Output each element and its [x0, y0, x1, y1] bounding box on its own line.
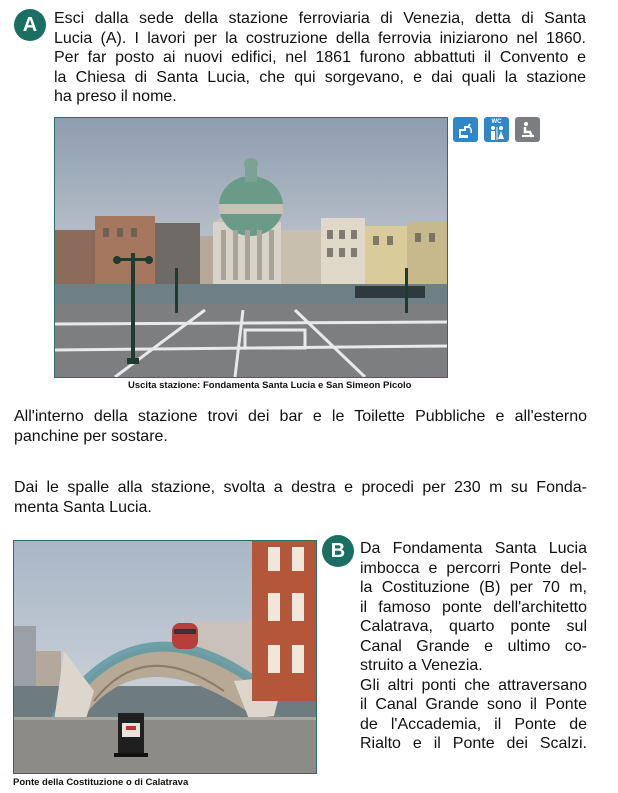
text-line: Rialto e il Ponte dei Scalzi. — [360, 735, 587, 752]
interior-text — [14, 407, 587, 446]
wc-label: WC — [491, 119, 502, 125]
direction-text — [14, 478, 587, 517]
text-line: menta Santa Lucia. — [14, 498, 152, 516]
text-line: il Canal Grande sono il Ponte — [360, 696, 587, 713]
text-line: Canal Grande e ultimo co- — [360, 637, 587, 655]
text-line: Calatrava, quarto ponte sul — [360, 618, 587, 635]
station-photo — [54, 117, 448, 378]
section-badge-a: A — [14, 9, 46, 41]
text-line: panchine per sostare. — [14, 427, 168, 445]
text-line: Lucia (A). I lavori per la costruzione della ferrovia iniziarono nel 1860. — [54, 29, 586, 47]
bridge-photo-illustration — [14, 541, 316, 773]
service-icons — [453, 117, 540, 142]
section-b-text — [360, 539, 587, 754]
text-line: Gli altri ponti che attraversano — [360, 676, 587, 694]
station-photo-caption: Uscita stazione: Fondamenta Santa Lucia e San Simeon Picolo — [128, 380, 412, 391]
text-line: struito a Venezia. — [360, 657, 483, 674]
text-line: Dai le spalle alla stazione, svolta a destra e procedi per 230 m su Fonda- — [14, 479, 587, 496]
text-line: All'interno della stazione trovi dei bar e le Toilette Pubbliche e all'esterno — [14, 408, 587, 425]
text-line: la Chiesa di Santa Lucia, che qui sorgevano, e dai quali la stazione — [54, 68, 586, 86]
text-line: ha preso il nome. — [54, 88, 177, 105]
text-line: il famoso ponte dell'architetto — [360, 598, 587, 616]
text-line: la Costituzione (B) per 70 m, — [360, 579, 587, 596]
water-fountain-icon — [453, 117, 478, 142]
wc-toilet-icon — [484, 117, 509, 142]
text-line: imbocca e percorri Ponte del- — [360, 559, 587, 577]
section-a-text — [54, 9, 586, 107]
text-line: Per far posto ai nuovi edifici, nel 1861 furono abbattuti il Convento e — [54, 49, 586, 66]
bridge-photo-caption: Ponte della Costituzione o di Calatrava — [13, 777, 189, 788]
seat-bench-icon — [515, 117, 540, 142]
text-line: Esci dalla sede della stazione ferroviaria di Venezia, detta di Santa — [54, 10, 586, 27]
bridge-photo — [13, 540, 317, 774]
text-line: de l'Accademia, il Ponte de — [360, 715, 587, 733]
text-line: Da Fondamenta Santa Lucia — [360, 540, 587, 557]
section-badge-b: B — [322, 535, 354, 567]
station-photo-illustration — [55, 118, 447, 377]
